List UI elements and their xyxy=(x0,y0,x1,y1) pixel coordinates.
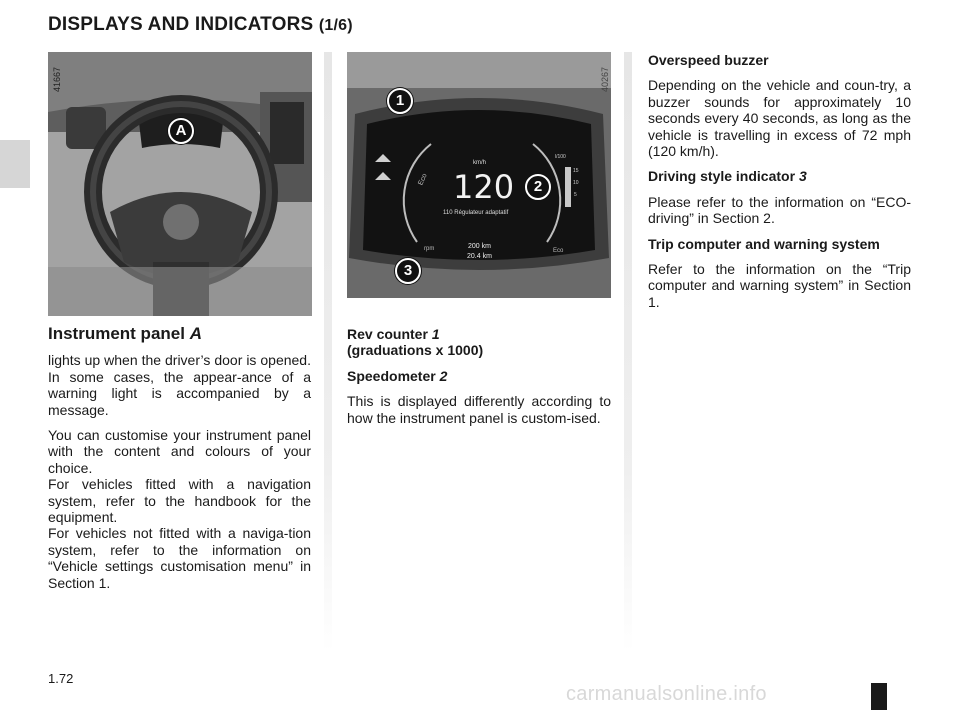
heading-driving-style xyxy=(648,168,911,184)
callout-2: 2 xyxy=(525,174,551,200)
page-number: 1.72 xyxy=(48,671,74,686)
column-instrument-panel xyxy=(48,326,311,600)
dash-cruise-text: 110 Régulateur adaptatif xyxy=(443,210,509,216)
column-rev-counter xyxy=(347,326,611,435)
column-divider-left xyxy=(324,52,332,652)
paragraph: You can customise your instrument panel with the content and colours of your choice. xyxy=(48,427,311,476)
dash-scale-15: 15 xyxy=(573,168,579,174)
heading-speedometer xyxy=(347,368,611,384)
driving-ref: 3 xyxy=(798,168,807,185)
rev-ref: 1 xyxy=(431,326,440,342)
dash-unit: km/h xyxy=(473,160,487,166)
speedo-ref: 2 xyxy=(439,367,448,384)
heading-trip-computer: Trip computer and warning system xyxy=(648,235,880,252)
instrument-cluster-image xyxy=(347,52,611,298)
callout-3: 3 xyxy=(395,258,421,284)
watermark-text: carmanualsonline.info xyxy=(566,683,767,705)
paragraph: Please refer to the information on “ECO-driving” in Section 2. xyxy=(648,193,911,227)
page-title xyxy=(48,14,353,36)
heading-rev-counter xyxy=(347,326,611,359)
rev-title: Rev counter xyxy=(347,326,432,342)
dash-eco-right: Eco xyxy=(553,248,564,254)
rev-sub: (graduations x 1000) xyxy=(347,342,484,359)
dash-scale-10: 10 xyxy=(573,180,579,186)
column-divider-right xyxy=(624,52,632,652)
image-ref-number-right: 40267 xyxy=(600,66,610,92)
section-heading-instrument-panel xyxy=(48,326,311,342)
paragraph: lights up when the driver’s door is opened. In some cases, the appear-ance of a warning light is accompanied by a message. xyxy=(48,352,311,418)
dash-cons-label: l/100 xyxy=(555,154,566,160)
paragraph: This is displayed differently according to how the instrument panel is custom-ised. xyxy=(347,393,611,426)
image-ref-number: 41667 xyxy=(52,66,62,92)
callout-a: A xyxy=(168,118,194,144)
heading-text: Instrument panel xyxy=(48,324,190,343)
dash-dist2: 20.4 km xyxy=(467,253,492,260)
steering-wheel-image xyxy=(48,52,312,316)
title-main: DISPLAYS AND INDICATORS xyxy=(48,14,314,35)
paragraph: Refer to the information on the “Trip computer and warning system” in Section 1. xyxy=(648,261,911,310)
heading-ref: A xyxy=(189,324,202,343)
paragraph: Depending on the vehicle and coun-try, a buzzer sounds for approximately 10 seconds every 40 seconds, as long as the vehicle is travelling in excess of 72 mph (120 km/h). xyxy=(648,77,911,160)
driving-title: Driving style indicator xyxy=(648,168,799,185)
page-edge-marker xyxy=(871,683,887,710)
speedo-title: Speedometer xyxy=(347,367,440,384)
title-part: (1/6) xyxy=(318,17,353,34)
dash-scale-5: 5 xyxy=(574,192,577,198)
column-overspeed xyxy=(648,52,911,319)
heading-overspeed: Overspeed buzzer xyxy=(648,52,769,68)
steering-wheel-illustration xyxy=(48,52,312,316)
section-tab xyxy=(0,140,30,188)
paragraph: For vehicles fitted with a navigation system, refer to the handbook for the equipment. xyxy=(48,476,311,526)
dash-eco-left: Eco xyxy=(417,172,429,187)
dash-speed: 120 xyxy=(453,168,515,206)
dash-rpm: rpm xyxy=(424,246,435,252)
callout-1: 1 xyxy=(387,88,413,114)
paragraph: For vehicles not fitted with a naviga-tion system, refer to the information on “Vehicle settings customisation menu” in Section 1. xyxy=(48,525,311,591)
dash-dist1: 200 km xyxy=(468,243,491,250)
